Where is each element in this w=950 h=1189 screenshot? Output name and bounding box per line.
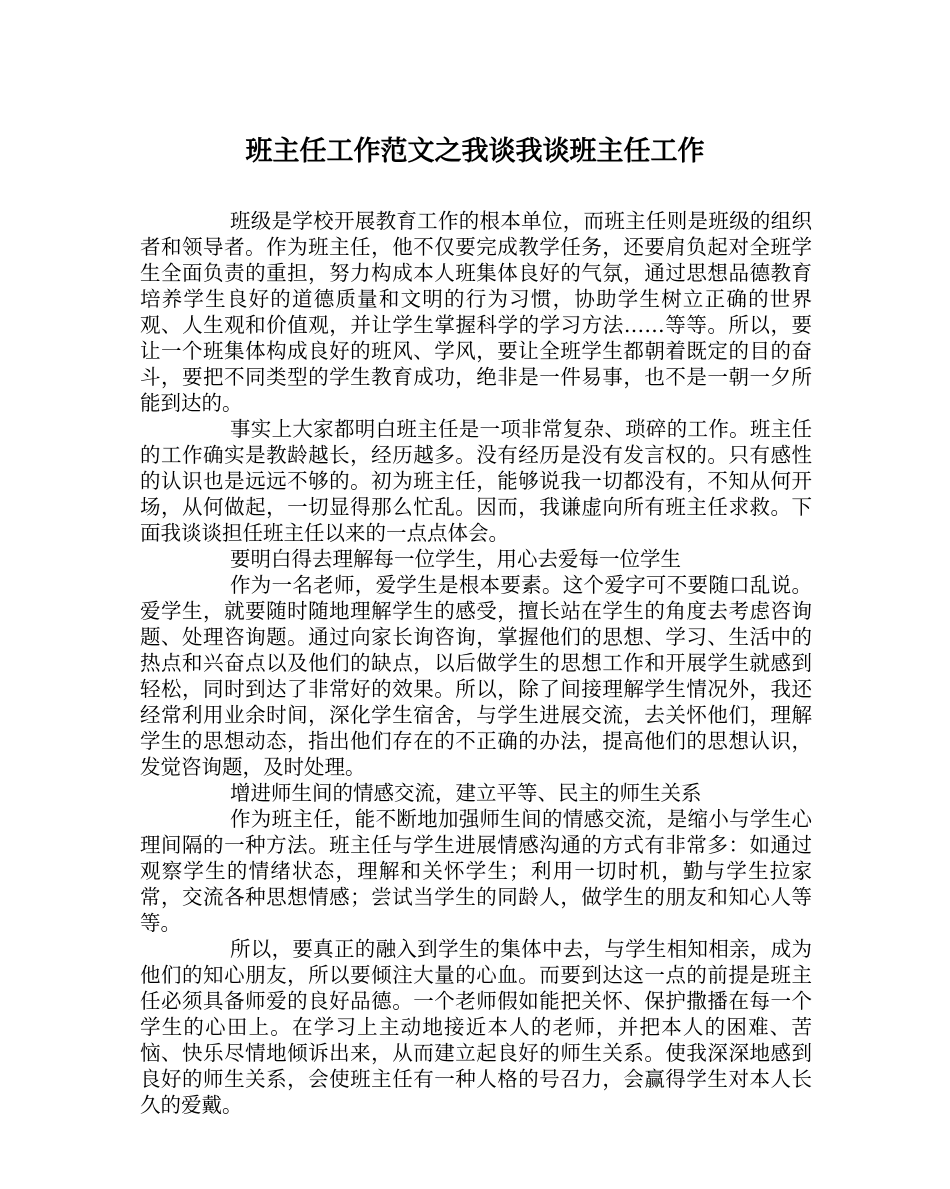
paragraph: 事实上大家都明白班主任是一项非常复杂、琐碎的工作。班主任的工作确实是教龄越长，经历越多。没有经历是没有发言权的。只有感性的认识也是远远不够的。初为班主任，能够说我一切都没有，不知从何开场，从何做起，一切显得那么忙乱。因而，我谦虚向所有班主任求救。下面我谈谈担任班主任以来的一点点体会。	[140, 417, 812, 545]
paragraph: 作为班主任，能不断地加强师生间的情感交流，是缩小与学生心理间隔的一种方法。班主任与学生进展情感沟通的方式有非常多：如通过观察学生的情绪状态，理解和关怀学生；利用一切时机，勤与学生拉家常，交流各种思想情感；尝试当学生的同龄人，做学生的朋友和知心人等等。	[140, 807, 812, 935]
section-heading: 要明白得去理解每一位学生，用心去爱每一位学生	[230, 547, 681, 571]
page-title: 班主任工作范文之我谈我谈班主任工作	[245, 136, 705, 167]
paragraph: 班级是学校开展教育工作的根本单位，而班主任则是班级的组织者和领导者。作为班主任，他不仅要完成教学任务，还要肩负起对全班学生全面负责的重担，努力构成本人班集体良好的气氛，通过思想品德教育培养学生良好的道德质量和文明的行为习惯，协助学生树立正确的世界观、人生观和价值观，并让学生掌握科学的学习方法……等等。所以，要让一个班集体构成良好的班风、学风，要让全班学生都朝着既定的目的奋斗，要把不同类型的学生教育成功，绝非是一件易事，也不是一朝一夕所能到达的。	[140, 209, 812, 415]
document-body	[140, 208, 812, 1118]
section-heading: 增进师生间的情感交流，建立平等、民主的师生关系	[230, 781, 702, 805]
paragraph: 所以，要真正的融入到学生的集体中去，与学生相知相亲，成为他们的知心朋友，所以要倾注大量的心血。而要到达这一点的前提是班主任必须具备师爱的良好品德。一个老师假如能把关怀、保护撒播在每一个学生的心田上。在学习上主动地接近本人的老师，并把本人的困难、苦恼、快乐尽情地倾诉出来，从而建立起良好的师生关系。使我深深地感到良好的师生关系，会使班主任有一种人格的号召力，会赢得学生对本人长久的爱戴。	[140, 937, 812, 1117]
paragraph: 作为一名老师，爱学生是根本要素。这个爱字可不要随口乱说。爱学生，就要随时随地理解学生的感受，擅长站在学生的角度去考虑咨询题、处理咨询题。通过向家长询咨询，掌握他们的思想、学习、生活中的热点和兴奋点以及他们的缺点，以后做学生的思想工作和开展学生就感到轻松，同时到达了非常好的效果。所以，除了间接理解学生情况外，我还经常利用业余时间，深化学生宿舍，与学生进展交流，去关怀他们，理解学生的思想动态，指出他们存在的不正确的办法，提高他们的思想认识，发觉咨询题，及时处理。	[140, 573, 812, 779]
